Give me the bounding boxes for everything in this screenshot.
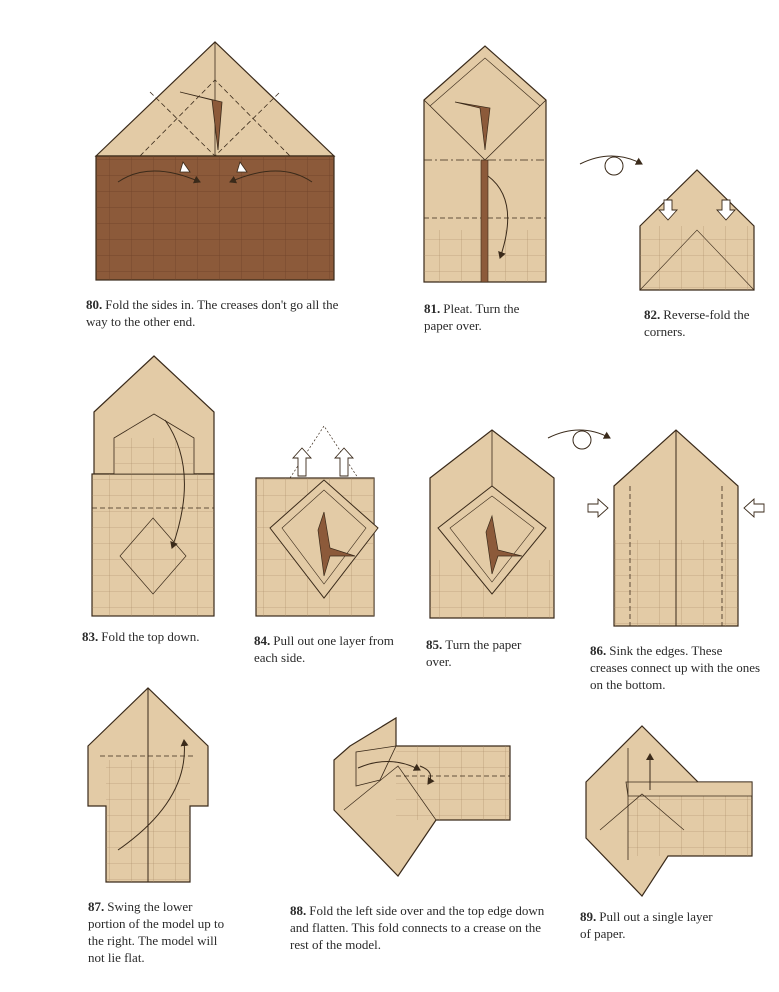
step-number: 83. bbox=[82, 629, 99, 644]
step-text: Pull out one layer from each side. bbox=[254, 633, 394, 665]
step-text: Fold the left side over and the top edge down and flatten. This fold connects to a crease on the rest of the model. bbox=[290, 903, 545, 952]
step-85-caption bbox=[426, 636, 546, 670]
step-89-caption bbox=[580, 908, 720, 942]
step-88-figure bbox=[334, 718, 510, 876]
step-83-caption bbox=[82, 628, 242, 645]
step-86-figure bbox=[548, 430, 764, 626]
turn-over-icon bbox=[580, 156, 642, 175]
push-arrow-icon bbox=[293, 448, 353, 476]
step-number: 88. bbox=[290, 903, 307, 918]
step-text: Turn the paper over. bbox=[426, 637, 522, 669]
step-87-caption bbox=[88, 898, 228, 966]
step-89-figure bbox=[586, 726, 752, 896]
step-text: Fold the sides in. The creases don't go all the way to the other end. bbox=[86, 297, 339, 329]
step-84-caption bbox=[254, 632, 394, 666]
step-82-figure bbox=[580, 156, 754, 290]
step-number: 86. bbox=[590, 643, 607, 658]
step-number: 82. bbox=[644, 307, 661, 322]
step-85-figure bbox=[430, 430, 554, 618]
step-text: Reverse-fold the corners. bbox=[644, 307, 750, 339]
step-80-figure bbox=[96, 42, 334, 280]
step-88-caption bbox=[290, 902, 550, 953]
step-number: 87. bbox=[88, 899, 105, 914]
step-84-figure bbox=[256, 426, 378, 616]
step-number: 84. bbox=[254, 633, 271, 648]
step-text: Fold the top down. bbox=[101, 629, 200, 644]
step-87-figure bbox=[88, 688, 208, 882]
step-number: 81. bbox=[424, 301, 441, 316]
step-text: Pleat. Turn the paper over. bbox=[424, 301, 520, 333]
step-text: Sink the edges. These creases connect up with the ones on the bottom. bbox=[590, 643, 761, 692]
step-80-caption bbox=[86, 296, 346, 330]
step-82-caption bbox=[644, 306, 754, 340]
step-81-caption bbox=[424, 300, 544, 334]
step-83-figure bbox=[92, 356, 214, 616]
step-text: Pull out a single layer of paper. bbox=[580, 909, 713, 941]
step-81-figure bbox=[424, 46, 546, 282]
turn-over-icon bbox=[548, 430, 610, 449]
step-number: 89. bbox=[580, 909, 597, 924]
step-number: 80. bbox=[86, 297, 103, 312]
step-86-caption bbox=[590, 642, 762, 693]
step-number: 85. bbox=[426, 637, 443, 652]
step-text: Swing the lower portion of the model up to the right. The model will not lie flat. bbox=[88, 899, 225, 965]
